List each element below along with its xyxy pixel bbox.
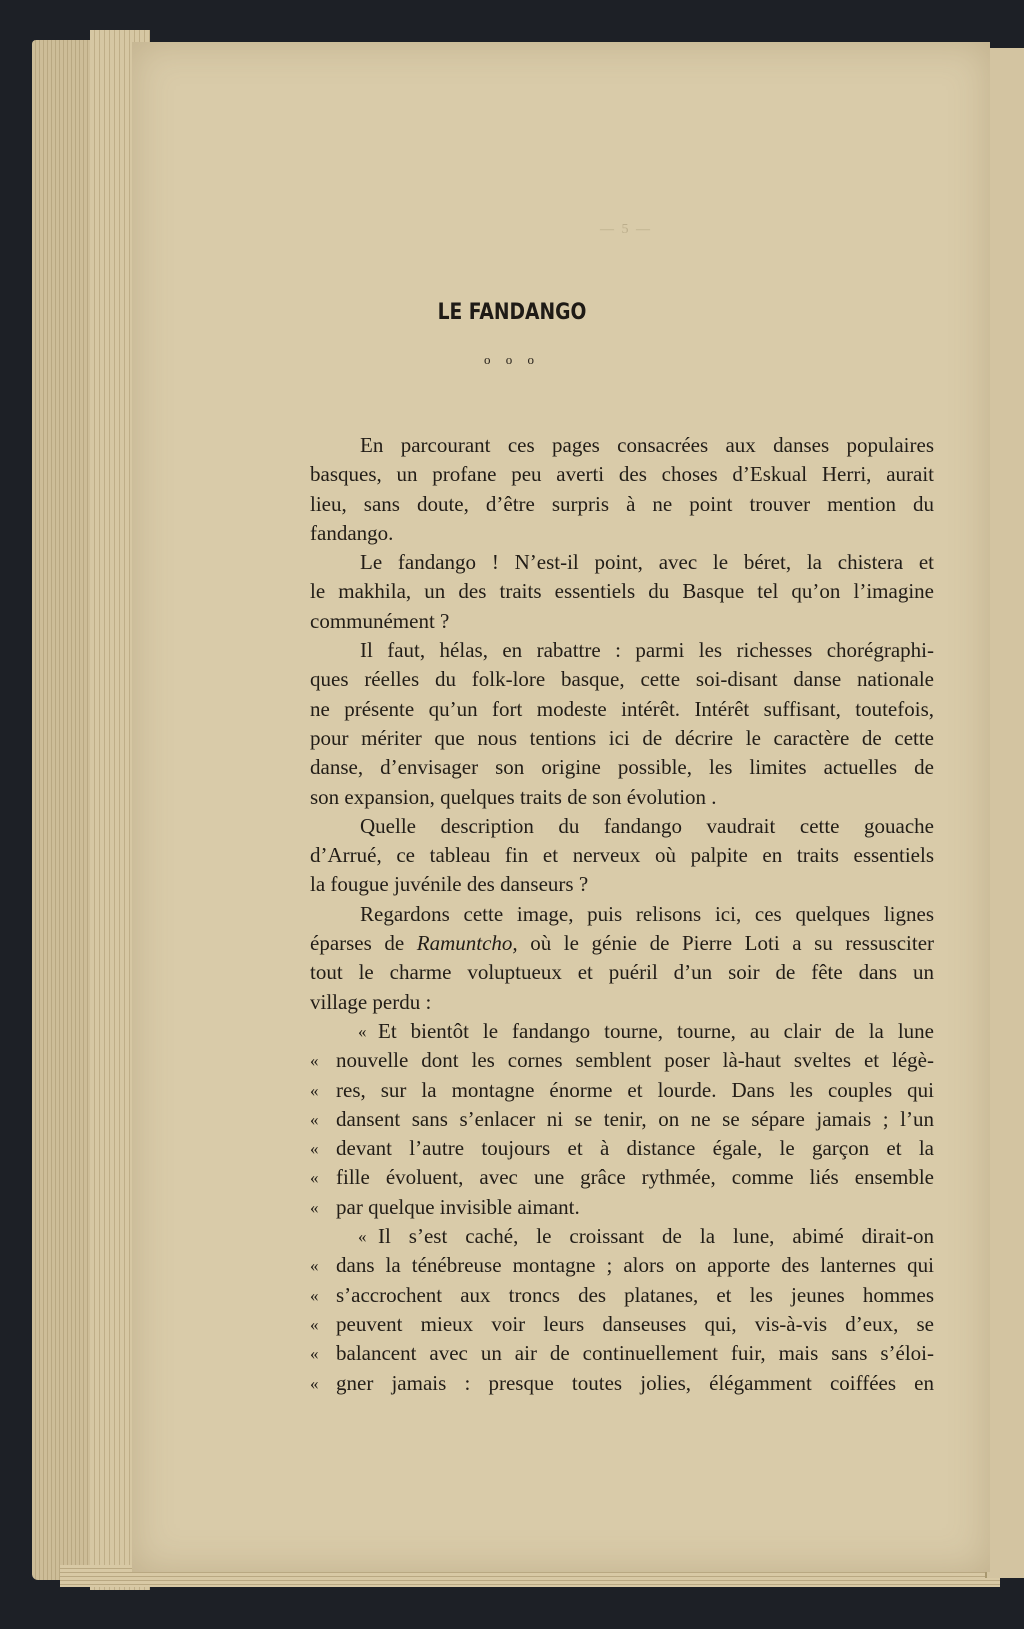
text-line <box>310 988 934 1017</box>
quote-mark: « <box>310 1314 319 1334</box>
line-text: nouvelle dont les cornes semblent poser là-haut sveltes et légè- <box>336 1048 934 1073</box>
text-line <box>310 607 934 636</box>
quote-mark: « <box>358 1227 367 1247</box>
text-line <box>310 1105 934 1134</box>
text-line <box>310 490 934 519</box>
line-text: la fougue juvénile des danseurs ? <box>310 872 589 897</box>
text-line <box>310 460 934 489</box>
quote-mark: « <box>310 1285 319 1305</box>
line-text: Il s’est caché, le croissant de la lune, abimé dirait-on <box>378 1224 934 1249</box>
line-text: Il faut, hélas, en rabattre : parmi les richesses chorégraphi- <box>360 638 934 663</box>
page-number: — 5 — <box>600 222 652 237</box>
text-line <box>310 636 934 665</box>
quote-mark: « <box>310 1373 319 1393</box>
line-text: Quelle description du fandango vaudrait cette gouache <box>360 813 934 838</box>
text-line <box>310 958 934 987</box>
line-text: Le fandango ! N’est-il point, avec le béret, la chistera et <box>360 550 934 575</box>
line-text-pre: éparses de <box>310 931 417 956</box>
quote-mark: « <box>310 1256 319 1276</box>
line-text: s’accrochent aux troncs des platanes, et les jeunes hommes <box>336 1282 934 1307</box>
text-line <box>310 1251 934 1280</box>
line-text: pour mériter que nous tentions ici de décrire le caractère de cette <box>310 725 934 750</box>
text-line <box>310 577 934 606</box>
line-text: par quelque invisible aimant. <box>336 1194 580 1219</box>
text-line <box>310 548 934 577</box>
text-line <box>310 1046 934 1075</box>
text-line <box>310 1163 934 1192</box>
line-text <box>310 929 934 958</box>
text-line <box>310 1222 934 1251</box>
text-line <box>310 724 934 753</box>
line-text: balancent avec un air de continuellement fuir, mais sans s’éloi- <box>336 1341 934 1366</box>
text-line <box>310 783 934 812</box>
line-text: ne présente qu’un fort modeste intérêt. Intérêt suffisant, toutefois, <box>310 696 934 721</box>
text-line <box>310 870 934 899</box>
line-text: village perdu : <box>310 989 432 1014</box>
text-line <box>310 695 934 724</box>
line-text: Et bientôt le fandango tourne, tourne, au clair de la lune <box>378 1018 934 1043</box>
text-line <box>310 753 934 782</box>
text-line <box>310 929 934 958</box>
quote-mark: « <box>310 1109 319 1129</box>
line-text: communément ? <box>310 608 450 633</box>
quote-mark: « <box>310 1051 319 1071</box>
line-text: gner jamais : presque toutes jolies, élégamment coiffées en <box>336 1370 934 1395</box>
quote-mark: « <box>310 1168 319 1188</box>
text-line <box>310 1193 934 1222</box>
body-text <box>310 431 934 1398</box>
line-text: dansent sans s’enlacer ni se tenir, on ne se sépare jamais ; l’un <box>336 1106 934 1131</box>
text-line <box>310 1076 934 1105</box>
quote-mark: « <box>310 1344 319 1364</box>
quote-mark: « <box>358 1021 367 1041</box>
ornament: o o o <box>484 352 540 367</box>
text-line <box>310 431 934 460</box>
line-text: danse, d’envisager son origine possible, les limites actuelles de <box>310 755 934 780</box>
text-line <box>310 900 934 929</box>
text-line <box>310 665 934 694</box>
text-line <box>310 519 934 548</box>
line-text: devant l’autre toujours et à distance égale, le garçon et la <box>336 1136 934 1161</box>
line-text: fandango. <box>310 520 394 545</box>
line-text: d’Arrué, ce tableau fin et nerveux où palpite en traits essentiels <box>310 843 934 868</box>
text-line <box>310 1134 934 1163</box>
line-text: lieu, sans doute, d’être surpris à ne point trouver mention du <box>310 491 934 516</box>
line-text: basques, un profane peu averti des choses d’Eskual Herri, aurait <box>310 462 934 487</box>
text-line <box>310 1310 934 1339</box>
line-text: ques réelles du folk-lore basque, cette soi-disant danse nationale <box>310 667 934 692</box>
page-title: LE FANDANGO <box>437 300 587 325</box>
text-line <box>310 1281 934 1310</box>
text-line <box>310 841 934 870</box>
text-line <box>310 1339 934 1368</box>
quote-mark: « <box>310 1139 319 1159</box>
facing-page-edge <box>985 48 1024 1578</box>
line-text: fille évoluent, avec une grâce rythmée, comme liés ensemble <box>336 1165 934 1190</box>
line-text: peuvent mieux voir leurs danseuses qui, vis-à-vis d’eux, se <box>336 1311 934 1336</box>
line-text: Regardons cette image, puis relisons ici, ces quelques lignes <box>360 901 934 926</box>
line-text: le makhila, un des traits essentiels du Basque tel qu’on l’imagine <box>310 579 934 604</box>
line-text: dans la ténébreuse montagne ; alors on apporte des lanternes qui <box>336 1253 934 1278</box>
text-line <box>310 1017 934 1046</box>
text-line <box>310 812 934 841</box>
book-title: Ramuntcho, <box>416 931 518 956</box>
line-text: tout le charme voluptueux et puéril d’un soir de fête dans un <box>310 960 934 985</box>
line-text: res, sur la montagne énorme et lourde. Dans les couples qui <box>336 1077 934 1102</box>
line-text-post: où le génie de Pierre Loti a su ressusciter <box>517 931 935 956</box>
quote-mark: « <box>310 1080 319 1100</box>
text-line <box>310 1369 934 1398</box>
line-text: En parcourant ces pages consacrées aux danses populaires <box>360 433 934 457</box>
line-text: son expansion, quelques traits de son évolution . <box>310 784 717 809</box>
quote-mark: « <box>310 1197 319 1217</box>
